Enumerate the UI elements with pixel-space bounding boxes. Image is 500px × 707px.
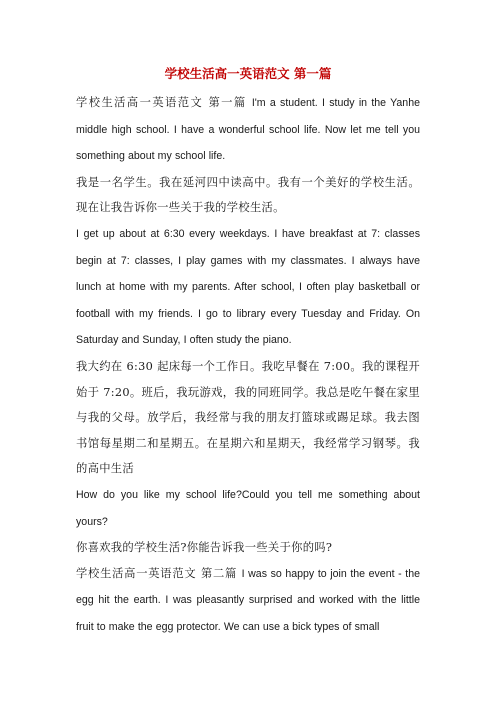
paragraph-4: 我大约在 6:30 起床每一个工作日。我吃早餐在 7:00。我的课程开始于 7:20。班后，我玩游戏，我的同班同学。我总是吃午餐在家里与我的父母。放学后，我经常与我的朋友打篮球或踢足球。我去图书馆每星期二和星期五。在星期六和星期天，我经常学习钢琴。我的高中生活 (76, 359, 420, 476)
paragraph-7-heading: 学校生活高一英语范文 第二篇 (76, 566, 242, 580)
paragraph-1 (76, 90, 420, 170)
paragraph-6: 你喜欢我的学校生活?你能告诉我一些关于你的吗? (76, 541, 333, 555)
document-page (76, 66, 420, 640)
paragraph-1-text: I'm a student. I study in the Yanhe middle high school. I have a wonderful school life. Now let me tell you something about my school life. (76, 97, 420, 163)
paragraph-7 (76, 561, 420, 641)
paragraph-3: I get up about at 6:30 every weekdays. I have breakfast at 7: classes begin at 7: classes, I play games with my classmates. I always have lunch at home with my parents. After school, I often play basketball or football with my friends. I go to library every Tuesday and Friday. On Saturday and Sunday, I often study the piano. (76, 227, 420, 347)
paragraph-5: How do you like my school life?Could you tell me something about yours? (76, 488, 420, 528)
paragraph-2: 我是一名学生。我在延河四中读高中。我有一个美好的学校生活。现在让我告诉你一些关于我的学校生活。 (76, 175, 420, 215)
paragraph-1-heading: 学校生活高一英语范文 第一篇 (76, 96, 252, 109)
paragraph-7-text: I was so happy to join the event - the egg hit the earth. I was pleasantly surprised and worked with the little fruit to make the egg protector. We can use a bick types of small (76, 567, 420, 633)
document-title: 学校生活高一英语范文 第一篇 (164, 66, 332, 81)
